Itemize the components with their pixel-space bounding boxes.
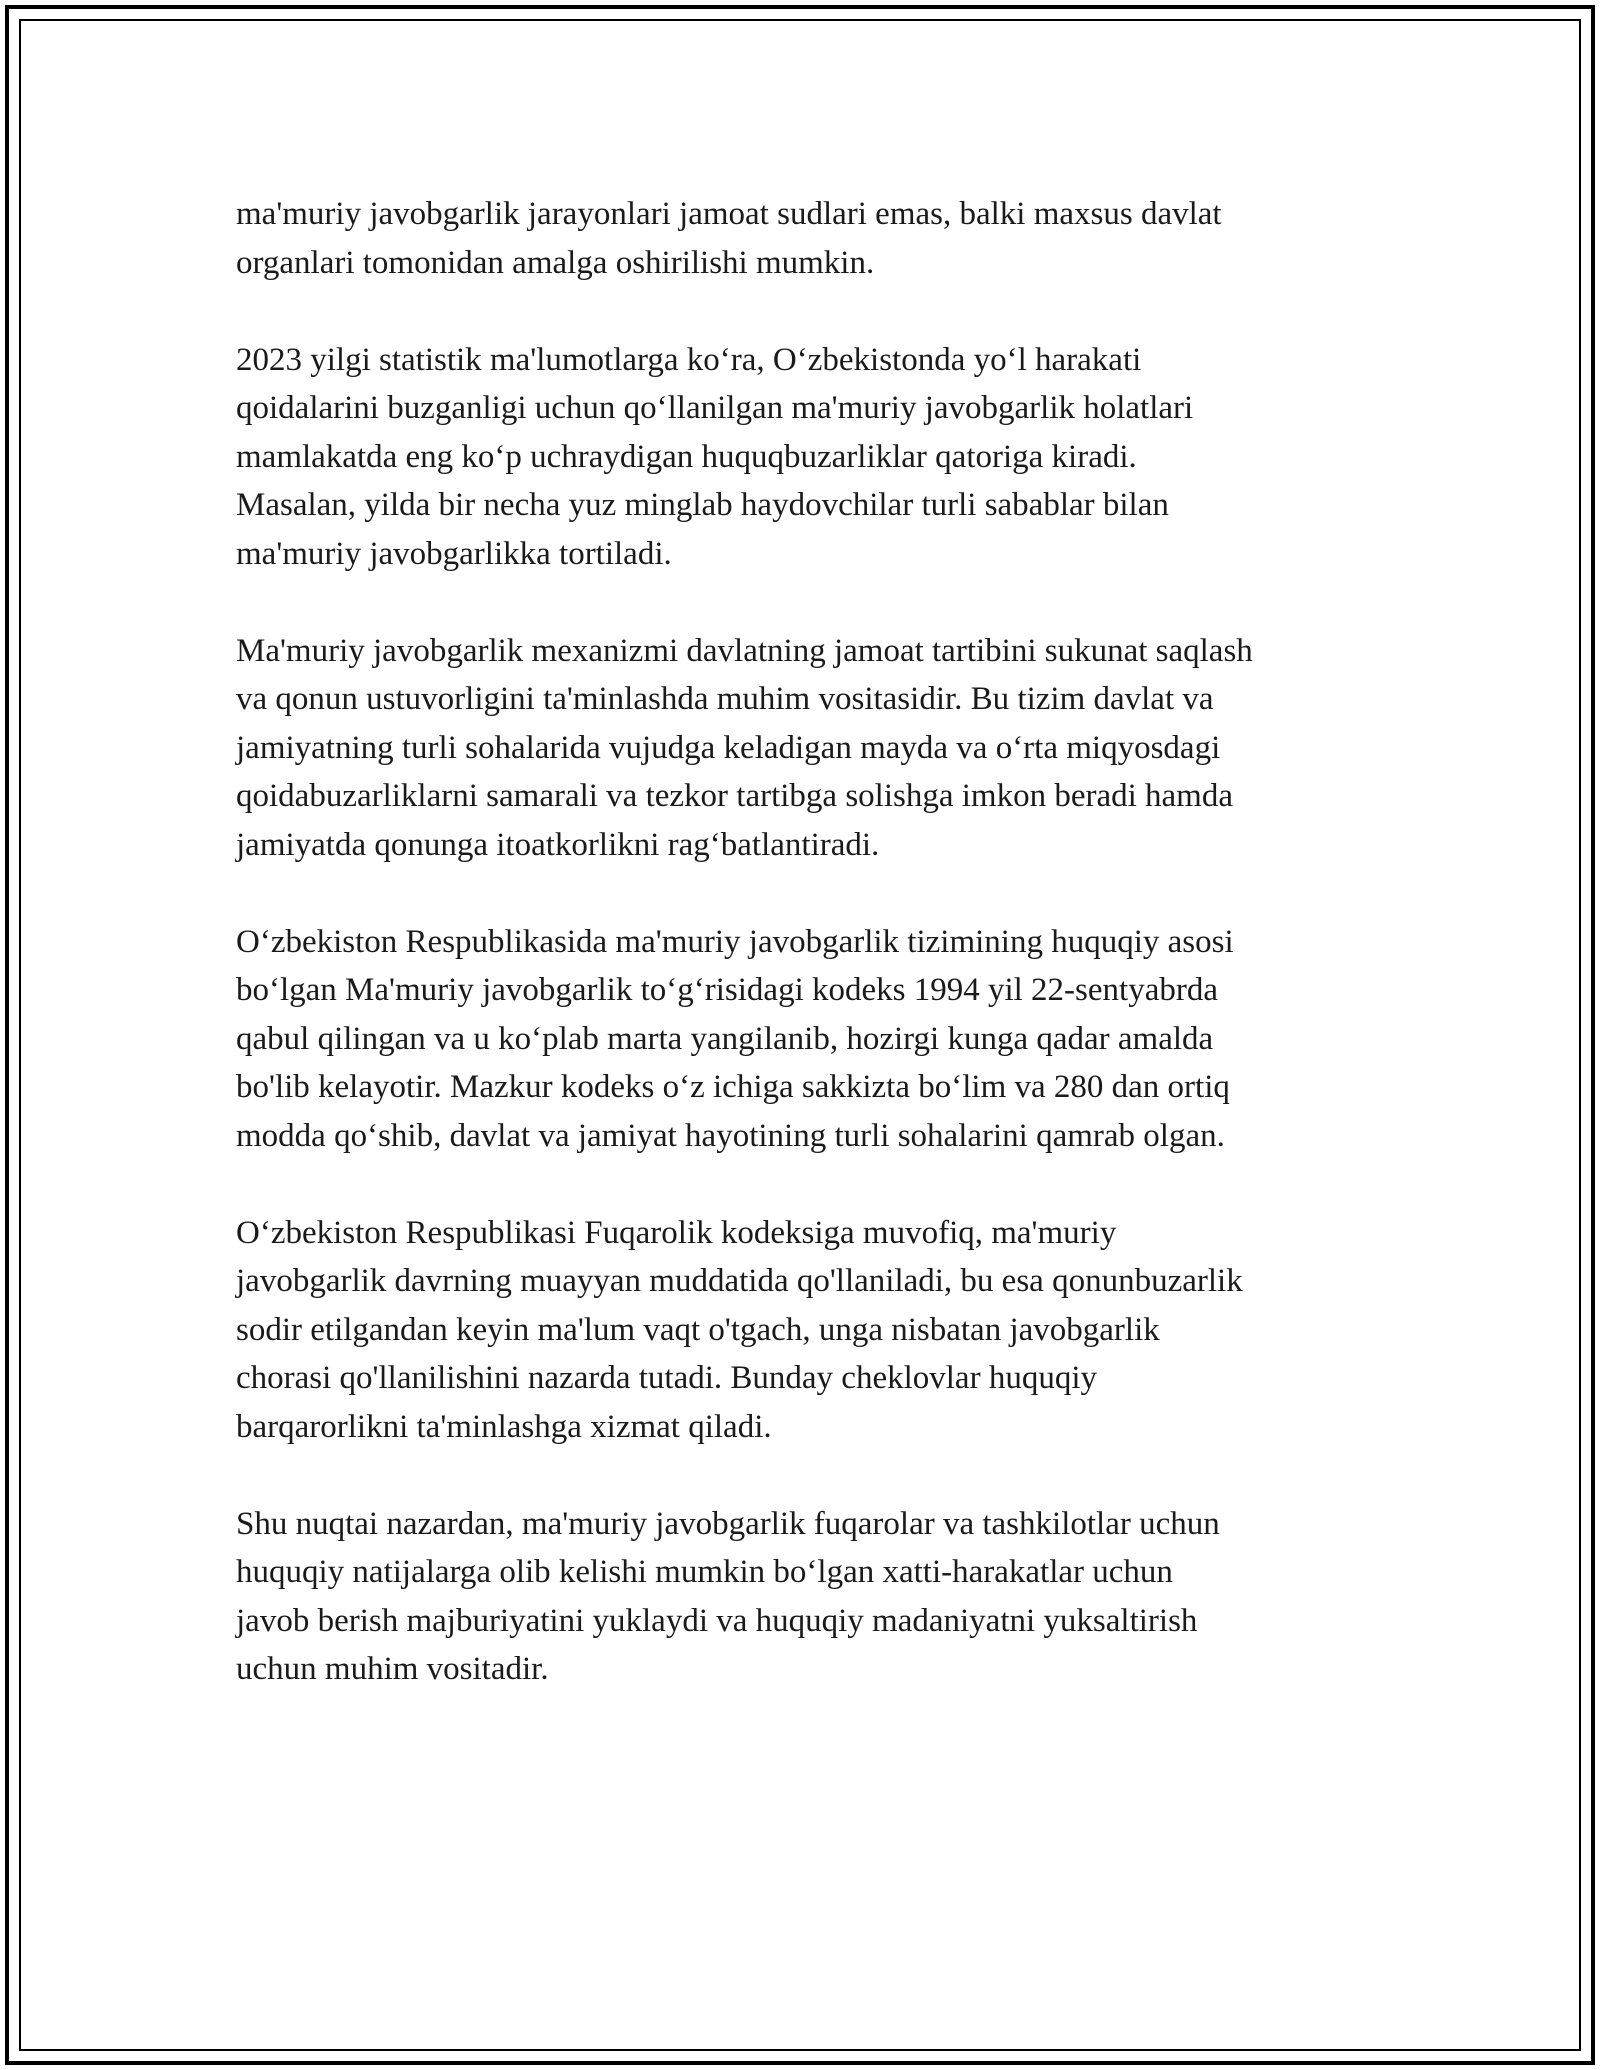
paragraph-3: Ma'muriy javobgarlik mexanizmi davlatning jamoat tartibini sukunat saqlash va qonun ustuvorligini ta'minlashda muhim vositasidir. Bu tizim davlat va jamiyatning turli sohalarida vujudga keladigan mayda va o‘rta miqyosdagi qoidabuzarliklarni samarali va tezkor tartibga solishga imkon beradi hamda jamiyatda qonunga itoatkorlikni rag‘batlantiradi. — [236, 632, 1253, 863]
paragraph-5: O‘zbekiston Respublikasi Fuqarolik kodeksiga muvofiq, ma'muriy javobgarlik davrning muayyan muddatida qo'llaniladi, bu esa qonunbuzarlik sodir etilgandan keyin ma'lum vaqt o'tgach, unga nisbatan javobgarlik chorasi qo'llanilishini nazarda tutadi. Bunday cheklovlar huquqiy barqarorlikni ta'minlashga xizmat qiladi. — [236, 1214, 1243, 1445]
paragraph-1: ma'muriy javobgarlik jarayonlari jamoat sudlari emas, balki maxsus davlat organlari tomonidan amalga oshirilishi mumkin. — [236, 196, 1222, 281]
paragraph-2: 2023 yilgi statistik ma'lumotlarga ko‘ra, O‘zbekistonda yo‘l harakati qoidalarini buzganligi uchun qo‘llanilgan ma'muriy javobgarlik holatlari mamlakatda eng ko‘p uchraydigan huquqbuzarliklar qatoriga kiradi. Masalan, yilda bir necha yuz minglab haydovchilar turli sabablar bilan ma'muriy javobgarlikka tortiladi. — [236, 341, 1194, 572]
paragraph-6: Shu nuqtai nazardan, ma'muriy javobgarlik fuqarolar va tashkilotlar uchun huquqiy natijalarga olib kelishi mumkin bo‘lgan xatti-harakatlar uchun javob berish majburiyatini yuklaydi va huquqiy madaniyatni yuksaltirish uchun muhim vositadir. — [236, 1505, 1220, 1687]
document-body — [236, 190, 1386, 1742]
paragraph-4: O‘zbekiston Respublikasida ma'muriy javobgarlik tizimining huquqiy asosi bo‘lgan Ma'muriy javobgarlik to‘g‘risidagi kodeks 1994 yil 22-sentyabrda qabul qilingan va u ko‘plab marta yangilanib, hozirgi kunga qadar amalda bo'lib kelayotir. Mazkur kodeks o‘z ichiga sakkizta bo‘lim va 280 dan ortiq modda qo‘shib, davlat va jamiyat hayotining turli sohalarini qamrab olgan. — [236, 923, 1234, 1154]
